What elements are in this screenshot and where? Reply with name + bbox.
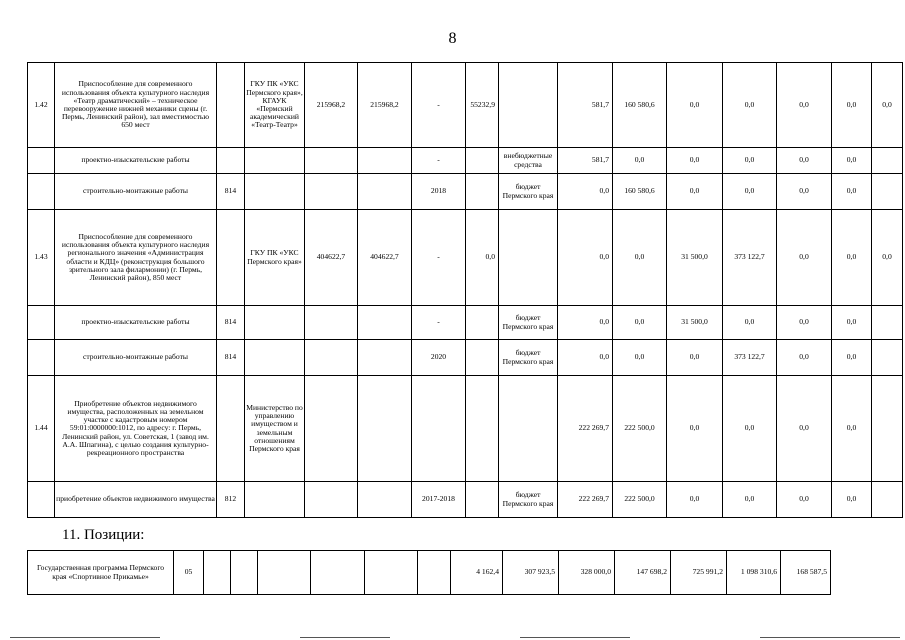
table-cell: 0,0 xyxy=(832,340,872,376)
table-cell: 0,0 xyxy=(667,148,723,174)
table-cell xyxy=(358,174,412,210)
table-cell: 0,0 xyxy=(613,210,667,306)
table-cell: 55232,9 xyxy=(466,63,499,148)
table-cell: 31 500,0 xyxy=(667,306,723,340)
table-cell xyxy=(418,551,451,595)
table-cell: внебюджетные средства xyxy=(499,148,558,174)
table-cell: 814 xyxy=(217,174,245,210)
footer-rule xyxy=(10,637,160,638)
table-cell xyxy=(466,306,499,340)
subrow xyxy=(28,482,903,518)
subrow xyxy=(28,306,903,340)
table-cell: - xyxy=(412,210,466,306)
table-cell: 0,0 xyxy=(832,482,872,518)
table-cell xyxy=(499,376,558,482)
table-cell: 05 xyxy=(174,551,204,595)
table-cell xyxy=(245,340,305,376)
table-cell xyxy=(217,63,245,148)
footer-rule xyxy=(300,637,390,638)
table-cell xyxy=(204,551,231,595)
table-cell xyxy=(258,551,311,595)
table-cell: 0,0 xyxy=(613,306,667,340)
table-cell xyxy=(28,148,55,174)
table-cell xyxy=(358,340,412,376)
table-cell: 0,0 xyxy=(832,306,872,340)
table-cell: Приспособление для современного использования объекта культурного наследия регионального значения «Администрация области и КДЦ» (реконструкция большого зрительного зала филармонии) (г. Пермь, Ленинский район), 850 мест xyxy=(55,210,217,306)
table-cell: 1.43 xyxy=(28,210,55,306)
table-cell xyxy=(245,482,305,518)
table-cell: 814 xyxy=(217,340,245,376)
table-cell: 0,0 xyxy=(777,148,832,174)
positions-row xyxy=(28,551,831,595)
table-cell: 0,0 xyxy=(872,210,903,306)
table-cell xyxy=(412,376,466,482)
table-cell: 0,0 xyxy=(777,210,832,306)
table-cell: 1 098 310,6 xyxy=(727,551,781,595)
table-cell: 0,0 xyxy=(667,376,723,482)
table-cell: 160 580,6 xyxy=(613,63,667,148)
table-cell: 0,0 xyxy=(777,306,832,340)
table-cell xyxy=(466,148,499,174)
table-cell xyxy=(358,376,412,482)
table-cell: 0,0 xyxy=(777,340,832,376)
table-cell: 0,0 xyxy=(667,174,723,210)
table-cell: 0,0 xyxy=(723,148,777,174)
table-cell: 0,0 xyxy=(723,306,777,340)
footer-rule xyxy=(520,637,630,638)
table-cell: ГКУ ПК «УКС Пермского края» xyxy=(245,210,305,306)
table-cell xyxy=(305,376,358,482)
table-cell: 0,0 xyxy=(777,376,832,482)
table-cell: бюджет Пермского края xyxy=(499,306,558,340)
page-number: 8 xyxy=(448,30,457,47)
table-cell: 307 923,5 xyxy=(503,551,559,595)
table-cell: приобретение объектов недвижимого имущества xyxy=(55,482,217,518)
table-cell: 0,0 xyxy=(723,174,777,210)
table-cell xyxy=(358,482,412,518)
table-cell xyxy=(872,482,903,518)
table-cell: 404622,7 xyxy=(305,210,358,306)
table-cell xyxy=(466,340,499,376)
subrow xyxy=(28,340,903,376)
table-cell xyxy=(872,340,903,376)
table-cell: ГКУ ПК «УКС Пермского края», КГАУК «Пермский академический «Театр-Театр» xyxy=(245,63,305,148)
table-cell: - xyxy=(412,306,466,340)
table-cell: 222 269,7 xyxy=(558,482,613,518)
table-cell xyxy=(305,340,358,376)
table-cell: 0,0 xyxy=(832,376,872,482)
table-cell xyxy=(28,306,55,340)
table-cell: Министерство по управлению имуществом и земельным отношениям Пермского края xyxy=(245,376,305,482)
subrow xyxy=(28,148,903,174)
table-cell: 0,0 xyxy=(613,340,667,376)
table-cell xyxy=(872,376,903,482)
table-cell: 0,0 xyxy=(777,482,832,518)
table-cell: 0,0 xyxy=(558,340,613,376)
table-cell: 31 500,0 xyxy=(667,210,723,306)
table-cell: 215968,2 xyxy=(358,63,412,148)
table-cell: 0,0 xyxy=(723,63,777,148)
table-cell: 373 122,7 xyxy=(723,210,777,306)
table-cell xyxy=(217,376,245,482)
table-cell: 0,0 xyxy=(613,148,667,174)
table-cell: 0,0 xyxy=(777,63,832,148)
table-cell: 1.42 xyxy=(28,63,55,148)
table-cell xyxy=(499,63,558,148)
table-cell: Государственная программа Пермского края «Спортивное Прикамье» xyxy=(28,551,174,595)
table-cell: 160 580,6 xyxy=(613,174,667,210)
table-cell: Приспособление для современного использования объекта культурного наследия «Театр драматический» – техническое перевооружение нижней механики сцены (г. Пермь, Ленинский район), зал вместимостью 650 мест xyxy=(55,63,217,148)
table-cell: проектно-изыскательские работы xyxy=(55,306,217,340)
project-row xyxy=(28,210,903,306)
table-cell xyxy=(358,148,412,174)
table-cell xyxy=(466,174,499,210)
table-cell xyxy=(245,174,305,210)
table-cell: 4 162,4 xyxy=(451,551,503,595)
table-cell xyxy=(872,306,903,340)
table-cell: бюджет Пермского края xyxy=(499,340,558,376)
table-cell xyxy=(28,340,55,376)
budget-table-body xyxy=(28,63,903,518)
budget-table xyxy=(27,62,903,518)
table-cell xyxy=(358,306,412,340)
table-cell: 0,0 xyxy=(832,210,872,306)
table-cell: 2020 xyxy=(412,340,466,376)
table-cell: 0,0 xyxy=(558,174,613,210)
table-cell: - xyxy=(412,148,466,174)
table-cell: 1.44 xyxy=(28,376,55,482)
table-cell xyxy=(305,306,358,340)
table-cell: 581,7 xyxy=(558,63,613,148)
table-cell: проектно-изыскательские работы xyxy=(55,148,217,174)
table-cell: 0,0 xyxy=(777,174,832,210)
table-cell: 168 587,5 xyxy=(781,551,831,595)
table-cell: 2018 xyxy=(412,174,466,210)
subrow xyxy=(28,174,903,210)
table-cell xyxy=(872,148,903,174)
table-cell: 812 xyxy=(217,482,245,518)
table-cell: 0,0 xyxy=(832,63,872,148)
table-cell xyxy=(245,148,305,174)
table-cell: 222 269,7 xyxy=(558,376,613,482)
table-cell: 0,0 xyxy=(832,174,872,210)
table-cell xyxy=(466,482,499,518)
table-cell: 222 500,0 xyxy=(613,376,667,482)
positions-table xyxy=(27,550,831,595)
table-cell xyxy=(245,306,305,340)
table-cell xyxy=(305,174,358,210)
table-cell: 581,7 xyxy=(558,148,613,174)
table-cell xyxy=(499,210,558,306)
table-cell: 373 122,7 xyxy=(723,340,777,376)
table-cell: бюджет Пермского края xyxy=(499,482,558,518)
table-cell: 0,0 xyxy=(872,63,903,148)
table-cell xyxy=(217,148,245,174)
table-cell: строительно-монтажные работы xyxy=(55,174,217,210)
table-cell: 0,0 xyxy=(667,63,723,148)
table-cell: 404622,7 xyxy=(358,210,412,306)
table-cell: 0,0 xyxy=(667,482,723,518)
table-cell: строительно-монтажные работы xyxy=(55,340,217,376)
table-cell: бюджет Пермского края xyxy=(499,174,558,210)
table-cell: 0,0 xyxy=(466,210,499,306)
project-row xyxy=(28,63,903,148)
table-cell: 0,0 xyxy=(723,376,777,482)
table-cell xyxy=(872,174,903,210)
table-cell: 0,0 xyxy=(832,148,872,174)
table-cell: 0,0 xyxy=(667,340,723,376)
table-cell xyxy=(217,210,245,306)
table-cell xyxy=(305,482,358,518)
footer-rule xyxy=(760,637,900,638)
table-cell xyxy=(311,551,365,595)
table-cell: 0,0 xyxy=(558,210,613,306)
table-cell xyxy=(28,482,55,518)
table-cell xyxy=(305,148,358,174)
table-cell: Приобретение объектов недвижимого имущества, расположенных на земельном участке с кадастровым номером 59:01:0000000:1012, по адресу: г. Пермь, Ленинский район, ул. Советская, 1 (завод им. А.А. Шпагина), с целью создания культурно-рекреационного пространства xyxy=(55,376,217,482)
table-cell: 0,0 xyxy=(723,482,777,518)
table-cell: 814 xyxy=(217,306,245,340)
table-cell: 147 698,2 xyxy=(615,551,671,595)
table-cell xyxy=(28,174,55,210)
table-cell: 2017-2018 xyxy=(412,482,466,518)
section-heading: 11. Позиции: xyxy=(62,527,145,543)
table-cell: 0,0 xyxy=(558,306,613,340)
table-cell: 215968,2 xyxy=(305,63,358,148)
table-cell xyxy=(466,376,499,482)
table-cell xyxy=(365,551,418,595)
table-cell: 222 500,0 xyxy=(613,482,667,518)
project-row xyxy=(28,376,903,482)
table-cell: 328 000,0 xyxy=(559,551,615,595)
table-cell: - xyxy=(412,63,466,148)
table-cell: 725 991,2 xyxy=(671,551,727,595)
table-cell xyxy=(231,551,258,595)
